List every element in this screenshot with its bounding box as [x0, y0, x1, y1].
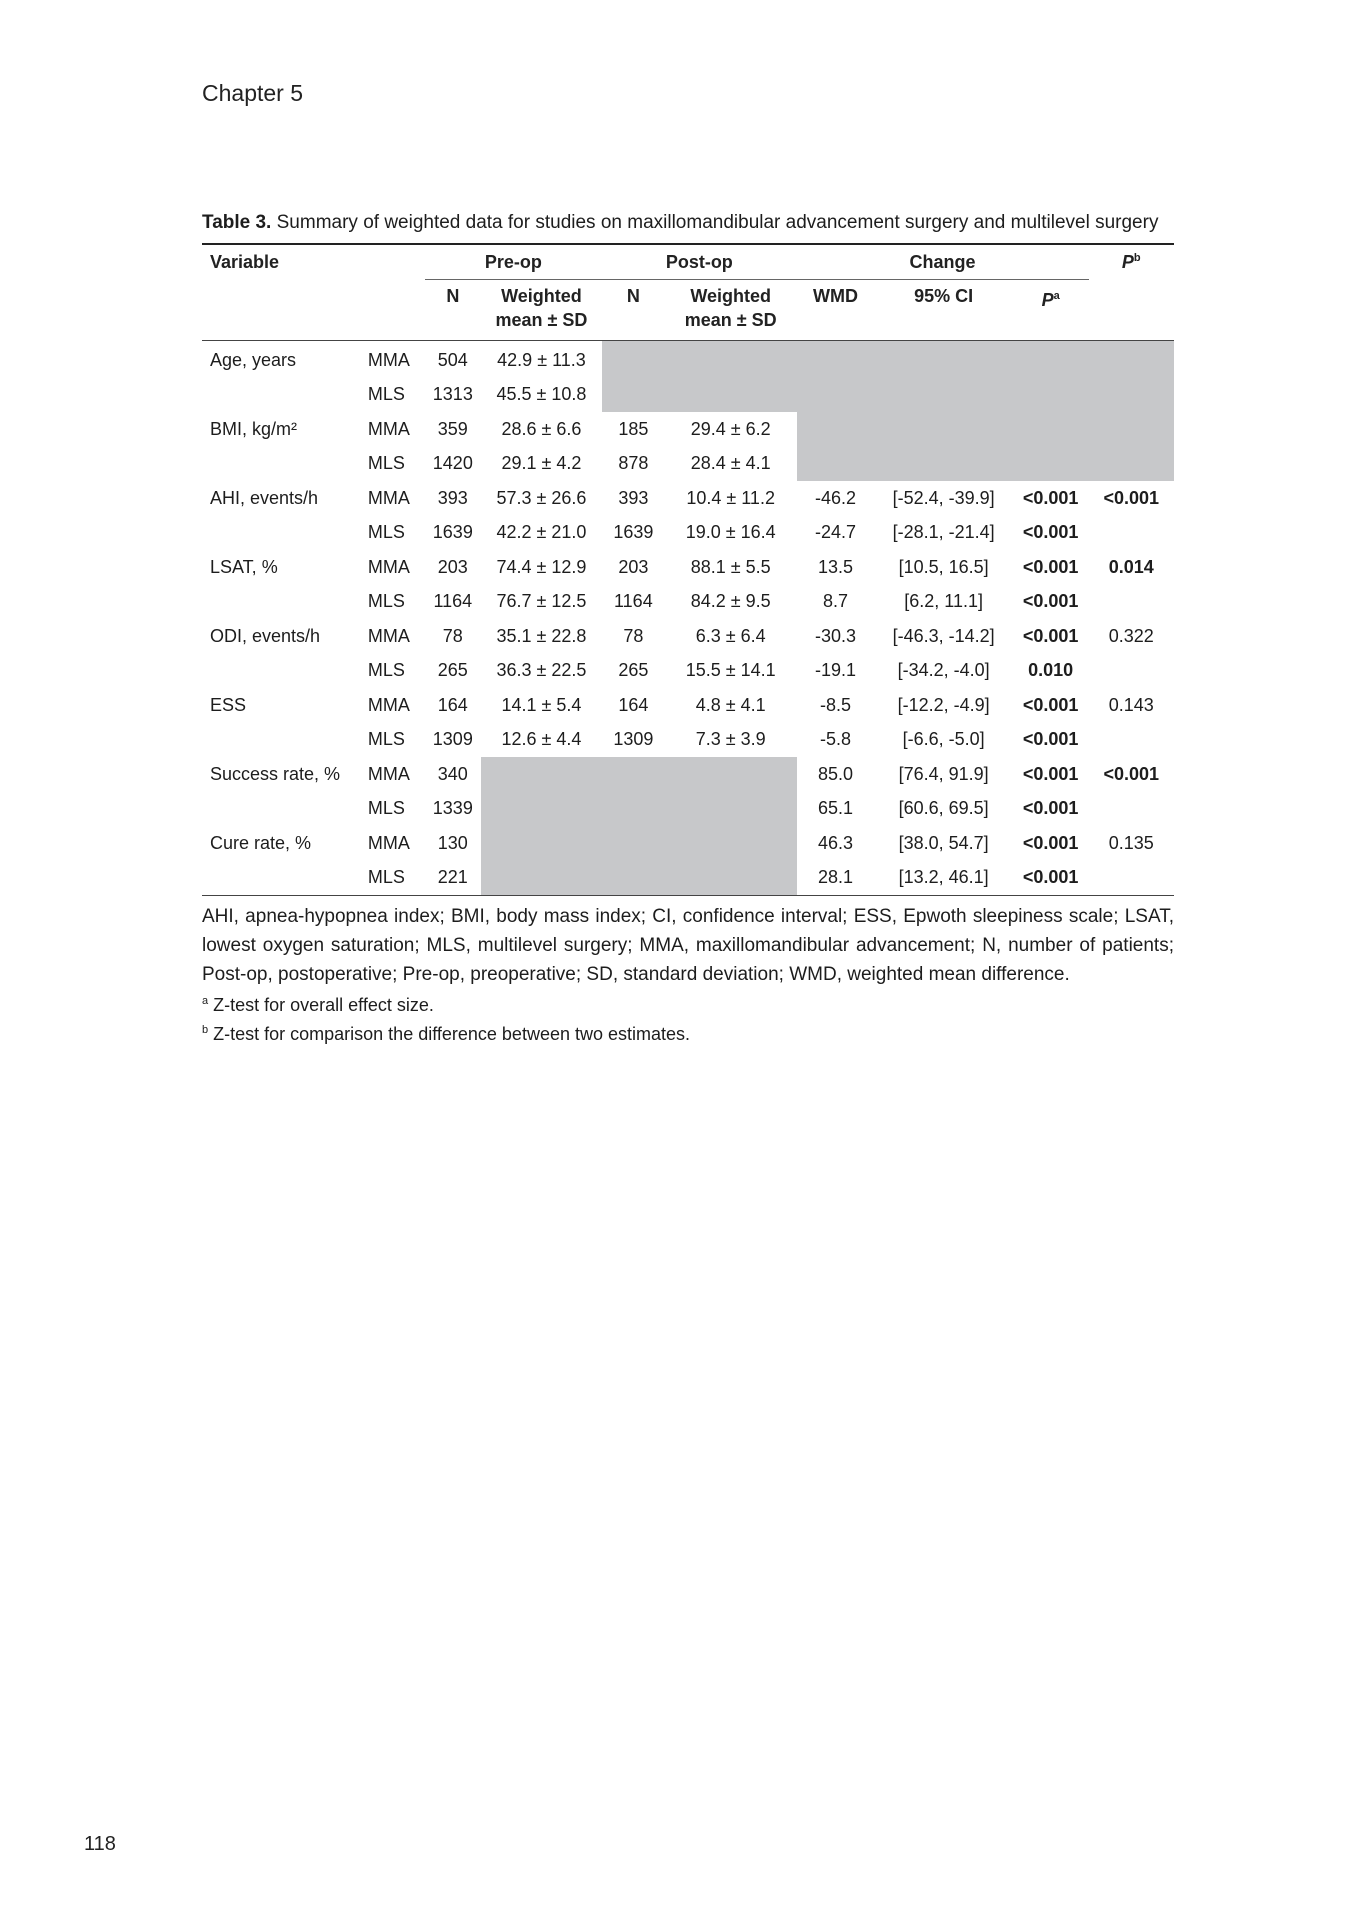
cell-group: MMA — [367, 556, 410, 577]
header-sub-blank-2 — [360, 280, 425, 341]
cell-pre-n: 1164 — [433, 591, 473, 612]
cell-wmd: 8.7 — [823, 591, 849, 612]
table-row — [202, 516, 1174, 551]
cell-pre-mean: 35.1 ± 22.8 — [496, 625, 587, 646]
cell-group: MLS — [367, 660, 405, 681]
cell-post-mean: 15.5 ± 14.1 — [685, 660, 776, 681]
header-p-a — [1013, 280, 1089, 341]
cell-group: MLS — [367, 453, 405, 474]
cell-variable — [202, 723, 360, 758]
cell-group: MLS — [367, 522, 405, 543]
table-body — [202, 341, 1174, 896]
cell-group: MMA — [367, 487, 410, 508]
cell-variable: LSAT, % — [210, 556, 278, 577]
cell-post-n — [602, 757, 665, 792]
cell-post-mean: 6.3 ± 6.4 — [695, 625, 766, 646]
cell-post-mean — [665, 826, 797, 861]
table-row — [202, 723, 1174, 758]
header-preop: Pre-op — [425, 244, 602, 280]
cell-ci: [-34.2, -4.0] — [897, 660, 990, 681]
cell-p-b — [1089, 654, 1174, 689]
cell-wmd — [797, 341, 875, 378]
cell-p-b: 0.143 — [1108, 694, 1154, 715]
cell-ci — [874, 447, 1012, 482]
cell-post-mean: 10.4 ± 11.2 — [686, 487, 775, 508]
cell-group: MLS — [367, 729, 405, 750]
cell-p-a — [1013, 412, 1089, 447]
cell-p-a: <0.001 — [1022, 591, 1079, 612]
cell-pre-n: 1313 — [432, 384, 473, 405]
cell-wmd: -5.8 — [820, 729, 852, 750]
cell-wmd: 46.3 — [818, 832, 854, 853]
cell-post-n: 393 — [618, 487, 649, 508]
cell-ci — [874, 378, 1012, 413]
cell-post-n: 203 — [618, 556, 649, 577]
cell-pre-n: 130 — [437, 832, 468, 853]
table-caption-text: Summary of weighted data for studies on maxillomandibular advancement surgery and multilevel surgery — [271, 212, 1159, 233]
cell-p-b: 0.014 — [1108, 556, 1154, 577]
cell-post-mean: 28.4 ± 4.1 — [690, 453, 771, 474]
cell-p-a: <0.001 — [1022, 694, 1079, 715]
footnote-a-mark: a — [202, 995, 209, 1007]
table-block — [202, 208, 1174, 1047]
cell-wmd — [797, 412, 875, 447]
cell-p-b — [1089, 585, 1174, 620]
cell-ci: [6.2, 11.1] — [904, 591, 983, 612]
cell-post-n: 164 — [618, 694, 649, 715]
cell-pre-n: 221 — [437, 867, 468, 888]
cell-p-b: 0.135 — [1108, 832, 1154, 853]
cell-p-a: <0.001 — [1022, 798, 1079, 819]
cell-pre-n: 203 — [437, 556, 468, 577]
cell-p-a: <0.001 — [1022, 556, 1079, 577]
table-row — [202, 481, 1174, 516]
table-row — [202, 654, 1174, 689]
abbreviations-note: AHI, apnea-hypopnea index; BMI, body mass index; CI, confidence interval; ESS, Epwoth sleepiness scale; LSAT, lowest oxygen saturation; MLS, multilevel surgery; MMA, maxillomandibular advancement; N, number of patients; Post-op, postoperative; Pre-op, preoperative; SD, standard deviation; WMD, weighted mean difference. — [202, 906, 1174, 985]
cell-ci: [-46.3, -14.2] — [892, 625, 995, 646]
cell-group: MLS — [367, 867, 405, 888]
header-pre-mean-sd: mean ± SD — [495, 310, 588, 330]
header-ci: 95% CI — [874, 280, 1012, 341]
cell-p-a: <0.001 — [1022, 487, 1079, 508]
cell-post-mean: 7.3 ± 3.9 — [695, 729, 766, 750]
cell-pre-mean: 76.7 ± 12.5 — [496, 591, 587, 612]
cell-post-mean — [665, 341, 797, 378]
cell-variable — [202, 654, 360, 689]
cell-pre-n: 1420 — [432, 453, 473, 474]
cell-wmd: -8.5 — [820, 694, 852, 715]
cell-ci: [76.4, 91.9] — [898, 763, 989, 784]
cell-variable: ODI, events/h — [210, 625, 321, 646]
cell-wmd: -19.1 — [815, 660, 857, 681]
header-pre-weighted: Weighted — [501, 286, 582, 306]
cell-post-n — [602, 792, 665, 827]
cell-group: MLS — [367, 591, 405, 612]
cell-pre-mean — [481, 757, 602, 792]
table-row — [202, 792, 1174, 827]
cell-group: MMA — [367, 832, 410, 853]
table-row — [202, 585, 1174, 620]
cell-ci: [13.2, 46.1] — [898, 867, 989, 888]
cell-variable: Success rate, % — [210, 763, 341, 784]
cell-post-n — [602, 378, 665, 413]
cell-wmd: 28.1 — [818, 867, 854, 888]
cell-post-n: 1164 — [614, 591, 653, 612]
cell-group: MMA — [367, 625, 410, 646]
cell-p-b — [1089, 447, 1174, 482]
cell-post-mean: 84.2 ± 9.5 — [690, 591, 771, 612]
cell-wmd: -46.2 — [815, 487, 857, 508]
cell-variable — [202, 861, 360, 896]
cell-ci: [-12.2, -4.9] — [897, 694, 990, 715]
header-p-a-letter: P — [1041, 290, 1054, 310]
header-post-mean — [665, 280, 797, 341]
cell-wmd: -24.7 — [815, 522, 857, 543]
cell-p-a: <0.001 — [1022, 867, 1079, 888]
header-row-columns — [202, 280, 1174, 341]
cell-pre-n: 359 — [437, 418, 468, 439]
cell-post-n — [602, 826, 665, 861]
cell-p-b — [1089, 378, 1174, 413]
table-row — [202, 447, 1174, 482]
cell-p-b: <0.001 — [1103, 763, 1160, 784]
cell-group: MMA — [367, 349, 410, 370]
page-number: 118 — [84, 1833, 116, 1855]
table-row — [202, 688, 1174, 723]
table-caption — [202, 208, 1174, 237]
footnote-b-mark: b — [202, 1024, 209, 1036]
cell-p-a — [1013, 378, 1089, 413]
cell-p-a — [1013, 447, 1089, 482]
cell-pre-mean — [481, 826, 602, 861]
cell-variable — [202, 378, 360, 413]
running-head: Chapter 5 — [202, 80, 304, 106]
cell-post-mean: 19.0 ± 16.4 — [685, 522, 776, 543]
cell-p-a: <0.001 — [1022, 625, 1079, 646]
cell-wmd: 85.0 — [818, 763, 854, 784]
header-p-b-letter: P — [1121, 251, 1134, 272]
cell-pre-mean: 12.6 ± 4.4 — [501, 729, 582, 750]
cell-pre-mean: 57.3 ± 26.6 — [496, 487, 587, 508]
cell-ci — [874, 412, 1012, 447]
cell-p-a: <0.001 — [1022, 522, 1079, 543]
cell-p-b — [1089, 723, 1174, 758]
cell-variable: AHI, events/h — [210, 487, 319, 508]
footnote-a-text: Z-test for overall effect size. — [208, 995, 434, 1015]
cell-pre-mean: 28.6 ± 6.6 — [501, 418, 582, 439]
cell-pre-mean: 42.2 ± 21.0 — [496, 522, 587, 543]
cell-wmd — [797, 447, 875, 482]
table-row — [202, 757, 1174, 792]
cell-ci: [-52.4, -39.9] — [892, 487, 995, 508]
header-post-n: N — [602, 280, 665, 341]
footnote-b — [202, 1018, 1174, 1047]
cell-pre-n: 78 — [442, 625, 463, 646]
cell-post-mean: 88.1 ± 5.5 — [690, 556, 771, 577]
header-sub-blank-1 — [202, 280, 360, 341]
table-row — [202, 619, 1174, 654]
table-row — [202, 550, 1174, 585]
cell-variable: ESS — [210, 694, 247, 715]
header-p-a-sup: a — [1053, 290, 1060, 302]
cell-variable: Cure rate, % — [210, 832, 312, 853]
results-table — [202, 243, 1174, 896]
cell-p-b — [1089, 516, 1174, 551]
cell-post-n: 1639 — [613, 522, 654, 543]
cell-ci: [60.6, 69.5] — [898, 798, 989, 819]
header-blank — [360, 244, 425, 280]
cell-pre-n: 393 — [437, 487, 468, 508]
cell-post-n: 1309 — [613, 729, 654, 750]
cell-p-b: 0.322 — [1108, 625, 1154, 646]
cell-post-n — [602, 341, 665, 378]
header-p-b — [1089, 244, 1174, 280]
footnote-b-text: Z-test for comparison the difference between two estimates. — [208, 1024, 691, 1044]
cell-pre-n: 265 — [437, 660, 468, 681]
header-wmd: WMD — [797, 280, 875, 341]
cell-post-n: 185 — [618, 418, 649, 439]
cell-pre-n: 1339 — [432, 798, 473, 819]
header-sub-blank-3 — [1089, 280, 1174, 341]
cell-post-mean: 4.8 ± 4.1 — [695, 694, 766, 715]
header-variable: Variable — [210, 251, 280, 272]
header-row-groups — [202, 244, 1174, 280]
cell-post-mean — [665, 861, 797, 896]
cell-variable: Age, years — [210, 349, 297, 370]
table-row — [202, 826, 1174, 861]
cell-wmd: -30.3 — [815, 625, 857, 646]
cell-pre-n: 504 — [437, 349, 468, 370]
cell-group: MMA — [367, 418, 410, 439]
cell-group: MMA — [367, 763, 410, 784]
header-post-mean-sd: mean ± SD — [684, 310, 777, 330]
cell-post-n: 265 — [618, 660, 649, 681]
cell-p-a: <0.001 — [1022, 729, 1079, 750]
cell-post-n — [602, 861, 665, 896]
cell-post-mean — [665, 792, 797, 827]
header-pre-n: N — [425, 280, 481, 341]
cell-post-n: 78 — [623, 625, 644, 646]
cell-variable — [202, 447, 360, 482]
cell-pre-mean: 45.5 ± 10.8 — [496, 384, 587, 405]
cell-p-a — [1013, 341, 1089, 378]
header-postop: Post-op — [602, 244, 797, 280]
cell-p-b — [1089, 341, 1174, 378]
cell-pre-n: 1309 — [432, 729, 473, 750]
cell-p-b — [1089, 861, 1174, 896]
cell-pre-mean: 74.4 ± 12.9 — [496, 556, 587, 577]
cell-pre-mean: 36.3 ± 22.5 — [496, 660, 587, 681]
cell-variable — [202, 792, 360, 827]
table-notes — [202, 902, 1174, 1047]
cell-post-n: 878 — [618, 453, 649, 474]
cell-pre-n: 1639 — [432, 522, 473, 543]
cell-pre-mean: 29.1 ± 4.2 — [501, 453, 582, 474]
cell-ci: [-28.1, -21.4] — [892, 522, 995, 543]
cell-ci: [-6.6, -5.0] — [902, 729, 985, 750]
cell-p-a: <0.001 — [1022, 832, 1079, 853]
cell-pre-mean: 42.9 ± 11.3 — [497, 349, 586, 370]
cell-variable: BMI, kg/m² — [210, 418, 298, 439]
cell-p-a: <0.001 — [1022, 763, 1079, 784]
cell-variable — [202, 516, 360, 551]
table-caption-label: Table 3. — [202, 212, 272, 233]
cell-wmd: 65.1 — [818, 798, 854, 819]
cell-ci — [874, 341, 1012, 378]
table-row — [202, 341, 1174, 378]
cell-pre-mean — [481, 792, 602, 827]
cell-group: MLS — [367, 384, 405, 405]
table-row — [202, 378, 1174, 413]
cell-post-mean — [665, 378, 797, 413]
cell-pre-mean: 14.1 ± 5.4 — [501, 694, 582, 715]
cell-ci: [38.0, 54.7] — [898, 832, 989, 853]
cell-p-b — [1089, 412, 1174, 447]
cell-group: MMA — [367, 694, 410, 715]
header-change: Change — [797, 244, 1089, 280]
cell-pre-n: 164 — [437, 694, 468, 715]
cell-group: MLS — [367, 798, 405, 819]
cell-wmd: 13.5 — [818, 556, 854, 577]
cell-wmd — [797, 378, 875, 413]
cell-pre-mean — [481, 861, 602, 896]
header-pre-mean — [481, 280, 602, 341]
header-p-b-sup: b — [1133, 251, 1141, 264]
footnote-a — [202, 989, 1174, 1018]
cell-post-mean — [665, 757, 797, 792]
cell-pre-n: 340 — [437, 763, 468, 784]
cell-p-b: <0.001 — [1103, 487, 1160, 508]
cell-p-a: 0.010 — [1028, 660, 1074, 681]
cell-variable — [202, 585, 360, 620]
header-post-weighted: Weighted — [690, 286, 771, 306]
cell-post-mean: 29.4 ± 6.2 — [690, 418, 771, 439]
cell-ci: [10.5, 16.5] — [898, 556, 989, 577]
table-row — [202, 861, 1174, 896]
cell-p-b — [1089, 792, 1174, 827]
table-row — [202, 412, 1174, 447]
